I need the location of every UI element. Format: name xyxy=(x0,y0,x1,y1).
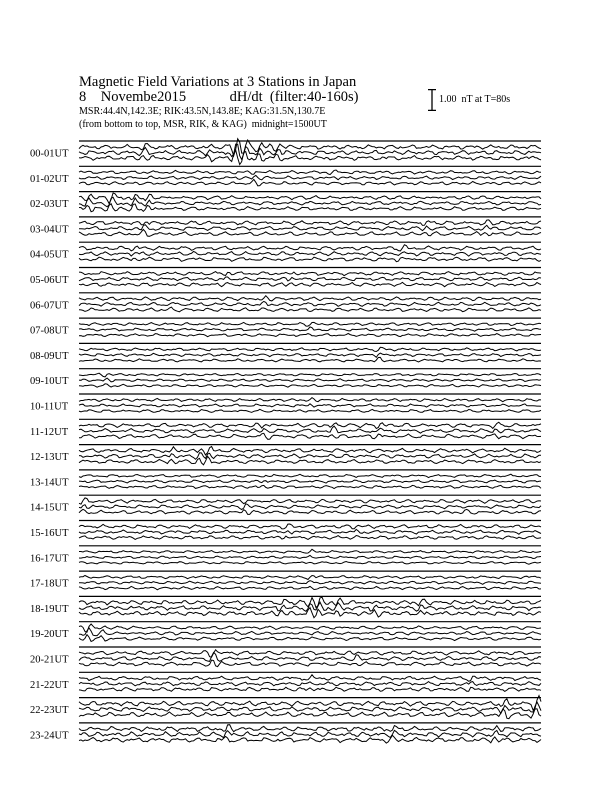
msr-trace xyxy=(79,357,541,362)
rik-trace xyxy=(79,602,541,611)
kag-trace xyxy=(79,650,541,657)
kag-trace xyxy=(79,245,541,251)
rik-trace xyxy=(79,628,541,636)
hour-row-23-24UT xyxy=(30,723,541,743)
hour-row-16-17UT xyxy=(30,546,541,565)
hour-label: 08-09UT xyxy=(30,350,69,362)
filter-label: (filter:40-160s) xyxy=(269,89,359,105)
hour-label: 05-06UT xyxy=(30,275,69,286)
kag-trace xyxy=(79,347,541,351)
msr-trace xyxy=(79,536,541,540)
kag-trace xyxy=(79,498,541,504)
rik-trace xyxy=(79,277,541,281)
kag-trace xyxy=(79,398,541,402)
kag-trace xyxy=(79,725,541,732)
msr-trace xyxy=(79,456,541,465)
rik-trace xyxy=(79,555,541,558)
hour-row-22-23UT xyxy=(30,696,541,719)
rik-trace xyxy=(79,175,541,179)
msr-trace xyxy=(79,635,541,642)
hour-row-14-15UT xyxy=(30,495,541,514)
hour-label: 15-16UT xyxy=(30,528,69,539)
rik-trace xyxy=(79,529,541,534)
hour-row-11-12UT xyxy=(30,419,541,439)
hour-label: 18-19UT xyxy=(30,603,69,615)
msr-trace xyxy=(79,485,541,488)
rik-trace xyxy=(79,682,541,686)
kag-trace xyxy=(79,296,541,301)
msr-trace xyxy=(79,179,541,185)
hour-label: 17-18UT xyxy=(30,578,69,590)
hour-row-10-11UT xyxy=(30,394,541,413)
hour-label: 06-07UT xyxy=(30,300,69,312)
hour-row-13-14UT xyxy=(30,470,541,489)
chart-title: Magnetic Field Variations at 3 Stations in Japan xyxy=(79,74,357,90)
rik-trace xyxy=(79,426,541,433)
kag-trace xyxy=(79,220,541,226)
date-month-year: Novembe2015 xyxy=(100,89,187,105)
kag-trace xyxy=(79,322,541,326)
msr-trace xyxy=(79,334,541,337)
rik-trace xyxy=(79,730,541,737)
hour-label: 19-20UT xyxy=(30,629,69,641)
hour-row-15-16UT xyxy=(30,521,541,540)
hour-row-02-03UT xyxy=(30,192,541,212)
kag-trace xyxy=(79,422,541,428)
rik-trace xyxy=(79,327,541,331)
hour-label: 23-24UT xyxy=(30,730,69,742)
msr-trace xyxy=(79,282,541,286)
hour-row-00-01UT xyxy=(30,139,541,165)
hour-label: 13-14UT xyxy=(30,477,69,489)
hour-row-21-22UT xyxy=(30,672,541,691)
msr-trace xyxy=(79,229,541,236)
kag-trace xyxy=(79,170,541,175)
rik-trace xyxy=(79,225,541,231)
hour-label: 09-10UT xyxy=(30,376,69,388)
msr-trace xyxy=(79,204,541,212)
hour-row-05-06UT xyxy=(30,268,541,287)
hour-row-18-19UT xyxy=(30,596,541,617)
msr-trace xyxy=(79,409,541,412)
hour-label: 04-05UT xyxy=(30,249,69,261)
kag-trace xyxy=(79,447,541,456)
hour-row-08-09UT xyxy=(30,343,541,362)
quantity-label: dH/dt xyxy=(229,89,263,105)
kag-trace xyxy=(79,524,541,529)
msr-trace xyxy=(79,257,541,262)
msr-trace xyxy=(79,307,541,312)
midnight-note: midnight=1500UT xyxy=(251,119,327,130)
rik-trace xyxy=(79,252,541,257)
rik-trace xyxy=(79,301,541,306)
kag-trace xyxy=(79,373,541,377)
hour-label: 12-13UT xyxy=(30,452,69,464)
hour-row-04-05UT xyxy=(30,242,541,262)
msr-trace xyxy=(79,709,541,719)
msr-trace xyxy=(79,660,541,667)
kag-trace xyxy=(79,549,541,553)
hour-row-01-02UT xyxy=(30,166,541,186)
hour-label: 00-01UT xyxy=(30,148,69,160)
hour-row-17-18UT xyxy=(30,571,541,590)
hour-row-07-08UT xyxy=(30,318,541,337)
hour-label: 07-08UT xyxy=(30,325,69,337)
hour-label: 14-15UT xyxy=(30,502,69,514)
scale-label: 1.00 nT at T=80s xyxy=(439,94,511,105)
hour-label: 21-22UT xyxy=(30,679,69,691)
hour-row-09-10UT xyxy=(30,369,541,388)
rik-trace xyxy=(79,480,541,483)
msr-trace xyxy=(79,586,541,589)
msr-trace xyxy=(79,384,541,387)
rik-trace xyxy=(79,581,541,585)
kag-trace xyxy=(79,576,541,580)
msr-trace xyxy=(79,433,541,439)
rik-trace xyxy=(79,378,541,382)
kag-trace xyxy=(79,474,541,477)
kag-trace xyxy=(79,624,541,632)
rik-trace xyxy=(79,504,541,510)
rik-trace xyxy=(79,453,541,459)
rik-trace xyxy=(79,353,541,357)
hour-label: 01-02UT xyxy=(30,173,69,185)
msr-trace xyxy=(79,509,541,514)
msr-trace xyxy=(79,687,541,691)
stations-info: MSR:44.4N,142.3E; RIK:43.5N,143.8E; KAG:31.5N,130.7E xyxy=(79,106,326,117)
hour-row-20-21UT xyxy=(30,647,541,667)
hour-label: 03-04UT xyxy=(30,224,69,236)
kag-trace xyxy=(79,675,541,682)
hour-label: 22-23UT xyxy=(30,705,69,717)
kag-trace xyxy=(79,272,541,276)
date-day: 8 xyxy=(79,89,87,105)
hour-row-03-04UT xyxy=(30,217,541,236)
hour-row-06-07UT xyxy=(30,293,541,312)
hour-label: 20-21UT xyxy=(30,654,69,666)
rik-trace xyxy=(79,404,541,407)
hour-label: 16-17UT xyxy=(30,553,69,565)
hour-label: 11-12UT xyxy=(30,426,69,438)
hour-label: 02-03UT xyxy=(30,199,69,211)
hour-row-12-13UT xyxy=(30,445,541,465)
hour-label: 10-11UT xyxy=(30,401,69,413)
hour-row-19-20UT xyxy=(30,622,541,642)
order-note: (from bottom to top, MSR, RIK, & KAG) xyxy=(79,119,247,130)
msr-trace xyxy=(79,561,541,564)
